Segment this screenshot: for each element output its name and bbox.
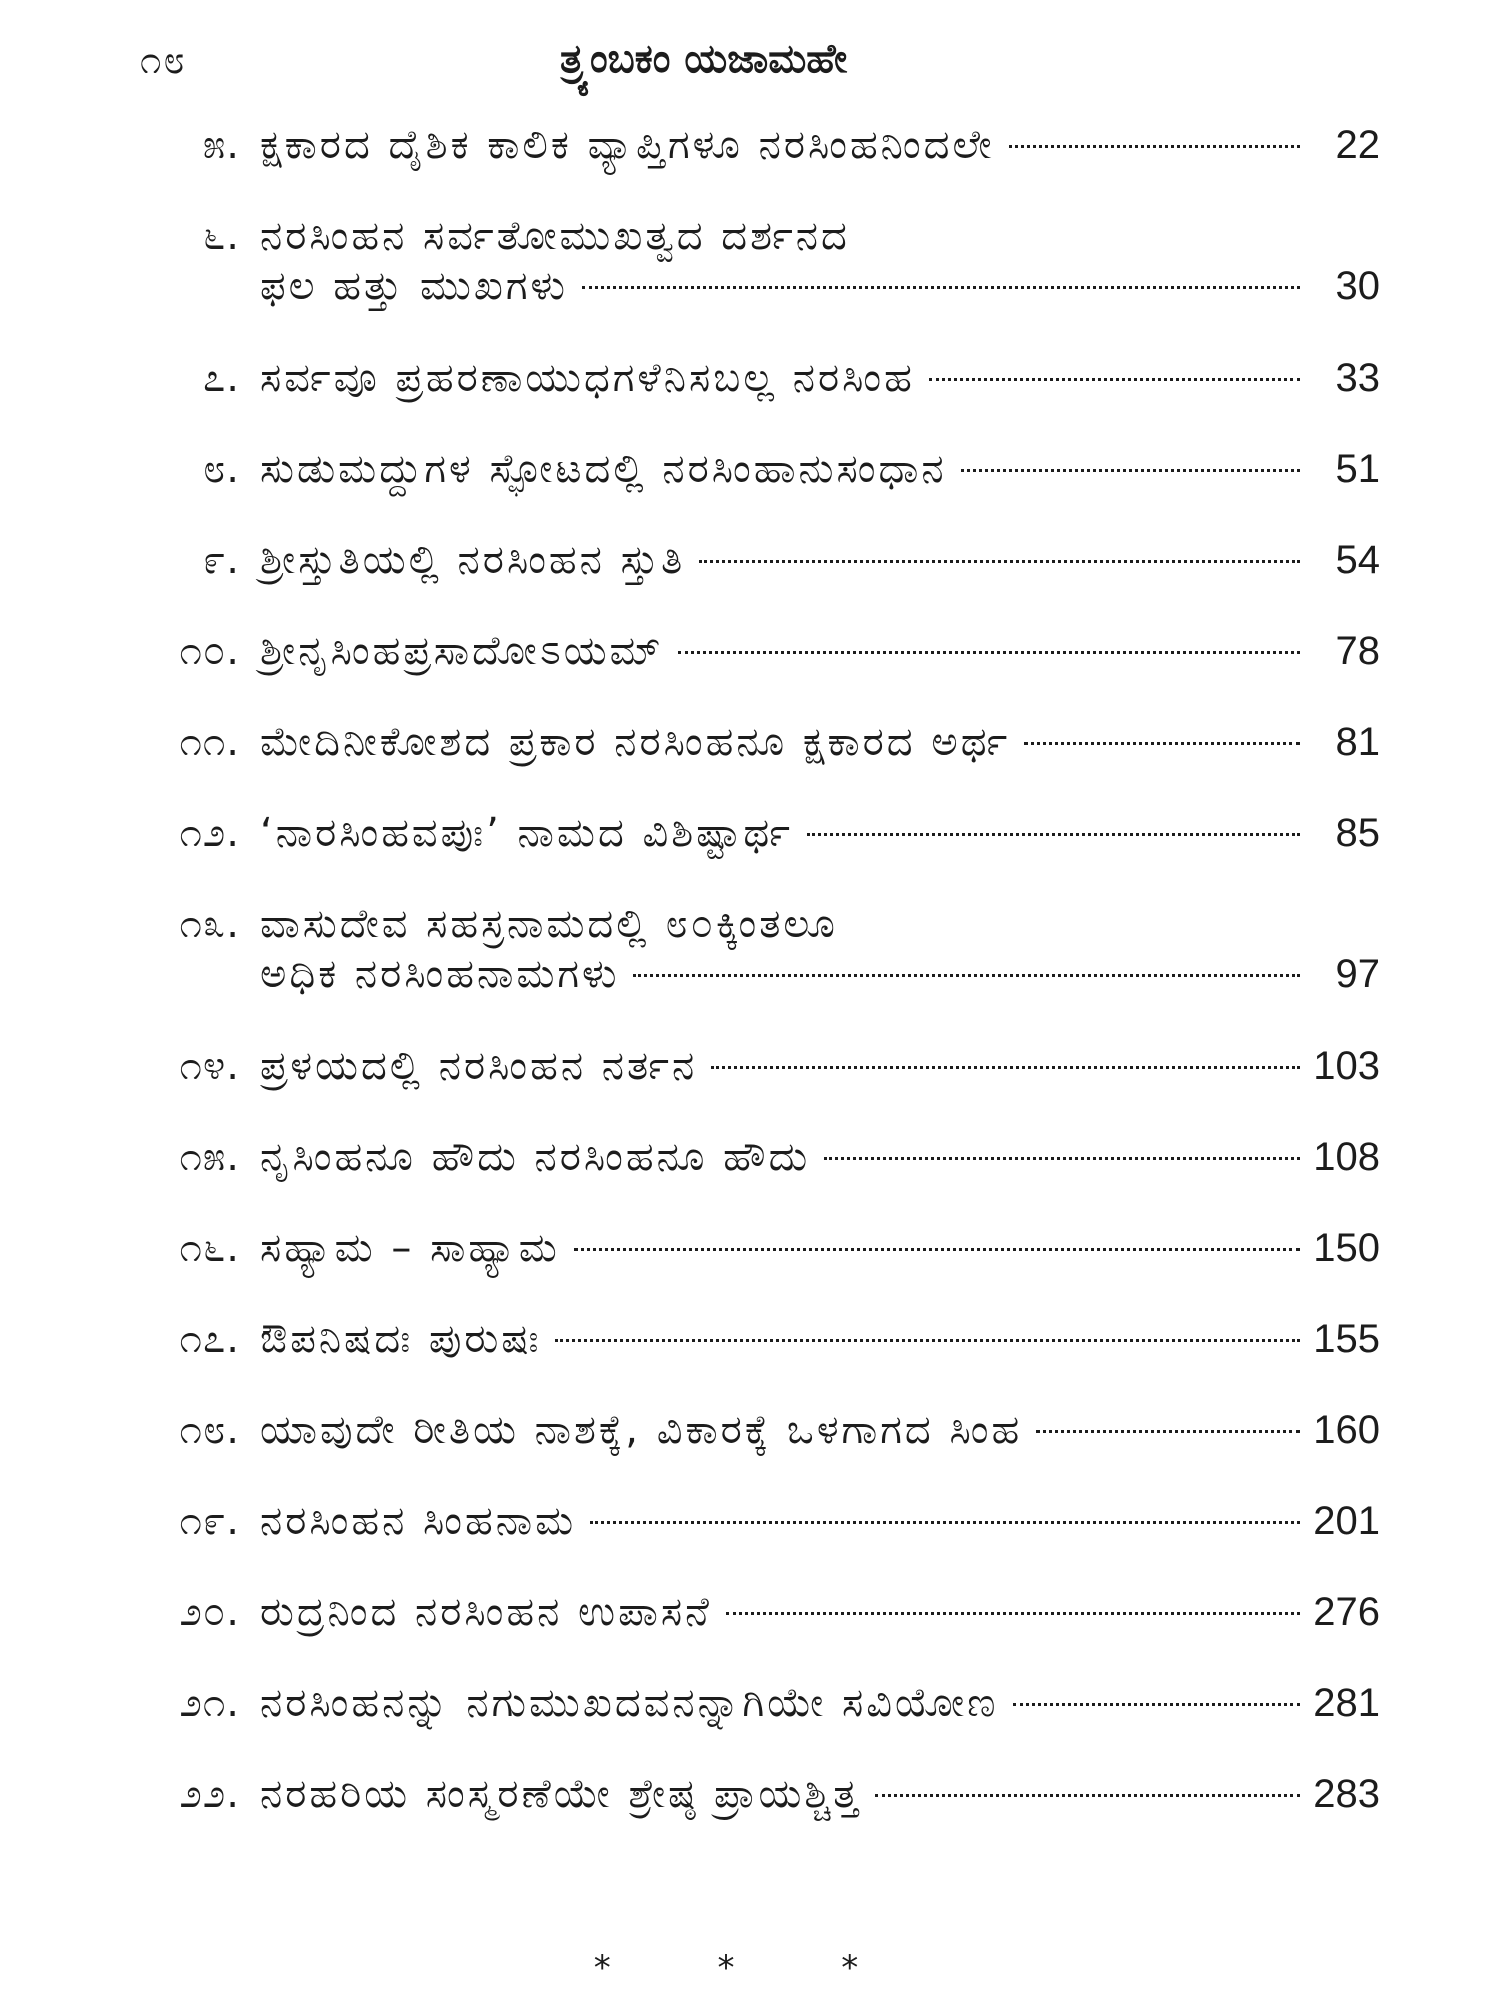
toc-entry-title: ಕ್ಷಕಾರದ ದೈಶಿಕ ಕಾಲಿಕ ವ್ಯಾಪ್ತಿಗಳೂ ನರಸಿಂಹನಿಂದಲೇ bbox=[260, 122, 995, 168]
toc-entry-title: ಔಪನಿಷದಃ ಪುರುಷಃ bbox=[260, 1316, 542, 1362]
toc-entry-title: ಯಾವುದೇ ರೀತಿಯ ನಾಶಕ್ಕೆ, ವಿಕಾರಕ್ಕೆ ಒಳಗಾಗದ ಸಿಂಹ bbox=[260, 1407, 1023, 1453]
toc-entry bbox=[140, 120, 1380, 170]
toc-entry-line bbox=[260, 949, 1380, 999]
toc-entry-line bbox=[260, 717, 1380, 767]
toc-entry-title: ನರಹರಿಯ ಸಂಸ್ಮರಣೆಯೇ ಶ್ರೇಷ್ಠ ಪ್ರಾಯಶ್ಚಿತ್ತ bbox=[260, 1771, 861, 1817]
dot-leader bbox=[807, 833, 1300, 836]
toc-entry-number: ೨೧. bbox=[179, 1680, 240, 1726]
dot-leader bbox=[711, 1066, 1300, 1069]
toc-entry-number: ೫. bbox=[202, 122, 240, 168]
toc-entry-page: 22 bbox=[1335, 123, 1380, 167]
toc-entry-line bbox=[260, 1587, 1380, 1637]
toc-entry-line bbox=[260, 535, 1380, 585]
toc-entry-number: ೨೦. bbox=[179, 1589, 240, 1635]
dot-leader bbox=[1013, 1703, 1300, 1706]
toc-entry bbox=[140, 1496, 1380, 1546]
toc-entry-title: ‘ನಾರಸಿಂಹವಪುಃ’ ನಾಮದ ವಿಶಿಷ್ಟಾರ್ಥ bbox=[260, 810, 793, 856]
toc-entry-number: ೧೨. bbox=[179, 810, 240, 856]
toc-entry-title: ನೃಸಿಂಹನೂ ಹೌದು ನರಸಿಂಹನೂ ಹೌದು bbox=[260, 1134, 811, 1180]
toc-entry-page: 150 bbox=[1313, 1226, 1380, 1270]
toc-entry-line bbox=[260, 120, 1380, 170]
toc-entry-page: 108 bbox=[1313, 1135, 1380, 1179]
toc-entry-line bbox=[260, 353, 1380, 403]
toc-entry bbox=[140, 1132, 1380, 1182]
dot-leader bbox=[726, 1612, 1300, 1615]
toc-entry-body bbox=[260, 1041, 1380, 1091]
toc-entry-title: ವಾಸುದೇವ ಸಹಸ್ರನಾಮದಲ್ಲಿ ೮೦ಕ್ಕಿಂತಲೂ bbox=[260, 901, 838, 947]
toc-entry-line bbox=[260, 211, 1380, 261]
toc-entry-page: 54 bbox=[1335, 538, 1380, 582]
toc-entry-body bbox=[260, 535, 1380, 585]
toc-entry bbox=[140, 1314, 1380, 1364]
toc-entry-line bbox=[260, 1041, 1380, 1091]
toc-entry-body bbox=[260, 808, 1380, 858]
running-title: ತ್ರ್ಯಂಬಕಂ ಯಜಾಮಹೇ bbox=[560, 36, 848, 82]
toc-entry-number: ೧೫. bbox=[179, 1134, 240, 1180]
toc-entry-title: ನರಸಿಂಹನನ್ನು ನಗುಮುಖದವನನ್ನಾಗಿಯೇ ಸವಿಯೋಣ bbox=[260, 1680, 999, 1726]
toc-entry bbox=[140, 1041, 1380, 1091]
toc-entry-line bbox=[260, 1769, 1380, 1819]
toc-entry-title: ಸರ್ವವೂ ಪ್ರಹರಣಾಯುಧಗಳೆನಿಸಬಲ್ಲ ನರಸಿಂಹ bbox=[260, 355, 915, 401]
toc-entry bbox=[140, 1678, 1380, 1728]
toc-entry-page: 201 bbox=[1313, 1499, 1380, 1543]
dot-leader bbox=[1009, 145, 1301, 148]
toc-entry-body bbox=[260, 211, 1380, 311]
toc-entry-body bbox=[260, 626, 1380, 676]
toc-entry bbox=[140, 899, 1380, 999]
page-header bbox=[0, 30, 1500, 100]
toc-entry-number: ೬. bbox=[202, 213, 240, 259]
toc-entry-number: ೧೧. bbox=[179, 719, 240, 765]
toc-entry-line bbox=[260, 261, 1380, 311]
toc-entry-body bbox=[260, 1769, 1380, 1819]
toc-entry-page: 283 bbox=[1313, 1772, 1380, 1816]
toc-entry-title: ನರಸಿಂಹನ ಸರ್ವತೋಮುಖತ್ವದ ದರ್ಶನದ bbox=[260, 213, 850, 259]
toc-entry-number: ೧೩. bbox=[179, 901, 240, 947]
toc-entry-body bbox=[260, 899, 1380, 999]
toc-entry bbox=[140, 535, 1380, 585]
toc-entry-body bbox=[260, 717, 1380, 767]
dot-leader bbox=[961, 469, 1300, 472]
toc-entry-line bbox=[260, 1314, 1380, 1364]
toc-entry-line bbox=[260, 626, 1380, 676]
toc-entry bbox=[140, 1405, 1380, 1455]
toc-entry-page: 281 bbox=[1313, 1681, 1380, 1725]
dot-leader bbox=[555, 1339, 1300, 1342]
dot-leader bbox=[875, 1794, 1300, 1797]
toc-entry-number: ೧೭. bbox=[179, 1316, 240, 1362]
toc-entry bbox=[140, 1587, 1380, 1637]
dot-leader bbox=[678, 651, 1300, 654]
toc-entry-title: ಪ್ರಳಯದಲ್ಲಿ ನರಸಿಂಹನ ನರ್ತನ bbox=[260, 1043, 698, 1089]
toc-entry-body bbox=[260, 353, 1380, 403]
toc-entry bbox=[140, 717, 1380, 767]
page-number: ೧೮ bbox=[140, 38, 187, 82]
toc-entry-number: ೧೯. bbox=[179, 1498, 240, 1544]
toc-entry-body bbox=[260, 1587, 1380, 1637]
toc-entry-line bbox=[260, 1678, 1380, 1728]
toc-entry-line bbox=[260, 1405, 1380, 1455]
toc-entry-title: ಮೇದಿನೀಕೋಶದ ಪ್ರಕಾರ ನರಸಿಂಹನೂ ಕ್ಷಕಾರದ ಅರ್ಥ bbox=[260, 719, 1011, 765]
toc-entry-line bbox=[260, 1496, 1380, 1546]
toc-entry-line bbox=[260, 899, 1380, 949]
toc-entry-page: 81 bbox=[1335, 720, 1380, 764]
toc-entry-body bbox=[260, 1314, 1380, 1364]
toc-entry-page: 160 bbox=[1313, 1408, 1380, 1452]
toc-entry-number: ೯. bbox=[202, 537, 240, 583]
toc-entry-page: 276 bbox=[1313, 1590, 1380, 1634]
toc-entry-page: 33 bbox=[1335, 356, 1380, 400]
toc-entry bbox=[140, 626, 1380, 676]
toc-entry-page: 78 bbox=[1335, 629, 1380, 673]
toc-entry-line bbox=[260, 1223, 1380, 1273]
toc-entry-line bbox=[260, 808, 1380, 858]
toc-entry-number: ೨೨. bbox=[179, 1771, 240, 1817]
section-end-ornament: * * * bbox=[593, 1948, 907, 1988]
toc-entry-body bbox=[260, 1678, 1380, 1728]
toc-entry-title: ಅಧಿಕ ನರಸಿಂಹನಾಮಗಳು bbox=[260, 951, 620, 997]
toc-entry-body bbox=[260, 1496, 1380, 1546]
dot-leader bbox=[929, 378, 1300, 381]
toc-entry-body bbox=[260, 444, 1380, 494]
table-of-contents bbox=[140, 120, 1380, 1860]
toc-entry-number: ೧೪. bbox=[179, 1043, 240, 1089]
toc-entry bbox=[140, 808, 1380, 858]
toc-entry bbox=[140, 353, 1380, 403]
toc-entry-title: ಶ್ರೀನೃಸಿಂಹಪ್ರಸಾದೋಽಯಮ್ bbox=[260, 628, 664, 674]
toc-entry-page: 97 bbox=[1335, 952, 1380, 996]
toc-entry-number: ೭. bbox=[202, 355, 240, 401]
toc-entry bbox=[140, 1769, 1380, 1819]
toc-entry-page: 155 bbox=[1313, 1317, 1380, 1361]
toc-entry-body bbox=[260, 1405, 1380, 1455]
dot-leader bbox=[633, 974, 1300, 977]
dot-leader bbox=[1024, 742, 1300, 745]
toc-entry-number: ೧೦. bbox=[179, 628, 240, 674]
toc-entry-title: ರುದ್ರನಿಂದ ನರಸಿಂಹನ ಉಪಾಸನೆ bbox=[260, 1589, 712, 1635]
toc-entry-number: ೧೬. bbox=[179, 1225, 240, 1271]
toc-entry-number: ೮. bbox=[202, 446, 240, 492]
toc-entry-page: 30 bbox=[1335, 264, 1380, 308]
dot-leader bbox=[574, 1248, 1300, 1251]
toc-entry-title: ಸುಡುಮದ್ದುಗಳ ಸ್ಫೋಟದಲ್ಲಿ ನರಸಿಂಹಾನುಸಂಧಾನ bbox=[260, 446, 947, 492]
dot-leader bbox=[1036, 1430, 1300, 1433]
toc-entry-title: ಫಲ ಹತ್ತು ಮುಖಗಳು bbox=[260, 263, 568, 309]
toc-entry-line bbox=[260, 444, 1380, 494]
dot-leader bbox=[699, 560, 1300, 563]
toc-entry-line bbox=[260, 1132, 1380, 1182]
toc-entry-page: 51 bbox=[1335, 447, 1380, 491]
toc-entry-body bbox=[260, 120, 1380, 170]
toc-entry-title: ಶ್ರೀಸ್ತುತಿಯಲ್ಲಿ ನರಸಿಂಹನ ಸ್ತುತಿ bbox=[260, 537, 686, 583]
toc-entry-title: ಸಹ್ಯಾಮ – ಸಾಹ್ಯಾಮ bbox=[260, 1225, 560, 1271]
toc-entry-body bbox=[260, 1132, 1380, 1182]
toc-entry-page: 85 bbox=[1335, 811, 1380, 855]
toc-entry bbox=[140, 211, 1380, 311]
toc-entry-page: 103 bbox=[1313, 1044, 1380, 1088]
dot-leader bbox=[582, 286, 1300, 289]
toc-entry-body bbox=[260, 1223, 1380, 1273]
dot-leader bbox=[824, 1157, 1300, 1160]
toc-entry bbox=[140, 1223, 1380, 1273]
toc-entry-title: ನರಸಿಂಹನ ಸಿಂಹನಾಮ bbox=[260, 1498, 577, 1544]
dot-leader bbox=[590, 1521, 1300, 1524]
toc-entry-number: ೧೮. bbox=[179, 1407, 240, 1453]
toc-entry bbox=[140, 444, 1380, 494]
